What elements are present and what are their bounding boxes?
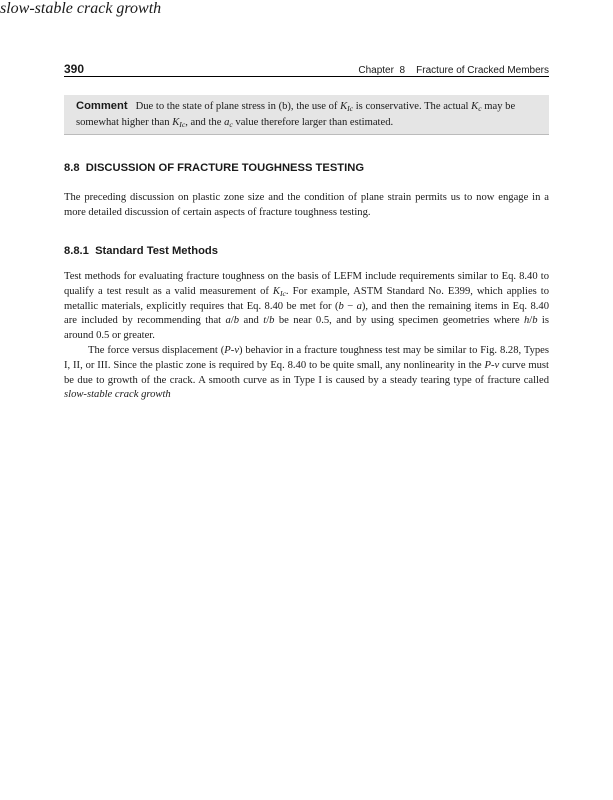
- subsection-title: 8.8.1 Standard Test Methods: [64, 245, 218, 257]
- running-head: Chapter 8 Fracture of Cracked Members: [358, 65, 549, 76]
- paragraph-test-methods: Test methods for evaluating fracture toughness on the basis of LEFM include requirements similar to Eq. 8.40 to qualify a test result as a valid measurement of $K_{Ic}$. For example, ASTM Standard No. E399, which applies to metallic materials, explicitly requires that Eq. 8.40 be met for (b − a), and then the remaining items in Eq. 8.40 are included by recommending that a/b and t/b be near 0.5, and by using specimen geometries where h/b is around 0.5 or greater.: [64, 271, 550, 342]
- page-number: 390: [64, 62, 85, 76]
- comment-box: [64, 95, 549, 135]
- paragraph-force-displacement: The force versus displacement (P-v) behavior in a fracture toughness test may be similar to Fig. 8.28, Types I, II, or III. Since the plastic zone is required by Eq. 8.40 to be quite small, any nonlinearity in the P-v curve must be due to growth of the crack. A smooth curve as in Type I is caused by a steady tearing type of fracture called slow-stable crack growth: [64, 345, 549, 401]
- header-rule: [64, 76, 549, 77]
- section-title: 8.8 DISCUSSION OF FRACTURE TOUGHNESS TESTING: [64, 162, 365, 174]
- comment-label: Comment: [76, 100, 128, 112]
- comment-text: Due to the state of plane stress in (b), the use of $K_{Ic}$ is conservative. The actual $K_c$ may be somewhat higher than $K_{Ic}$, and the $a_c$ value therefore larger than estimated.: [76, 101, 516, 129]
- page-header: [64, 58, 549, 76]
- section-intro-paragraph: The preceding discussion on plastic zone size and the condition of plane strain permits us to now engage in a more detailed discussion of certain aspects of fracture toughness testing.: [64, 192, 549, 218]
